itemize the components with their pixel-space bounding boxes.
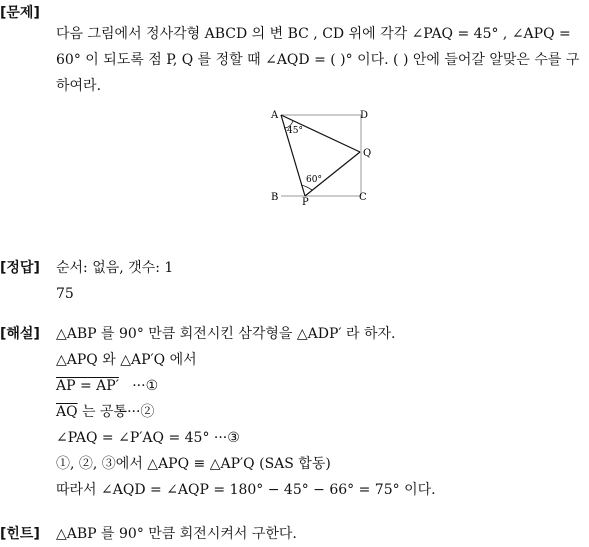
solution-line-2: △APQ 와 △AP′Q 에서 <box>56 352 197 368</box>
hint-tag: [힌트] <box>0 526 40 542</box>
answer-tag: [정답] <box>0 260 40 276</box>
label-D: D <box>360 110 369 121</box>
solution-line-6: ①, ②, ③에서 △APQ ≡ △AP′Q (SAS 합동) <box>56 456 331 472</box>
label-A: A <box>271 110 279 121</box>
answer-value: 75 <box>56 286 74 302</box>
answer-body <box>56 255 585 307</box>
solution-line-3 <box>56 373 585 399</box>
solution-line-4 <box>56 399 585 425</box>
problem-tag: [문제] <box>0 5 40 21</box>
answer-meta: 순서: 없음, 갯수: 1 <box>56 260 174 276</box>
hint-body <box>56 521 585 547</box>
angle-label-45: 45° <box>287 126 303 136</box>
solution-body <box>56 321 585 503</box>
segment-PQ <box>305 152 360 196</box>
solution-line-5: ∠PAQ = ∠P′AQ = 45° ···③ <box>56 430 240 446</box>
solution-tag: [해설] <box>0 326 40 342</box>
mark-1: ···① <box>132 378 159 394</box>
label-Q: Q <box>363 148 372 159</box>
label-P: P <box>302 197 309 205</box>
solution-line-1: △ABP 를 90° 만큼 회전시킨 삼각형을 △ADP′ 라 하자. <box>56 326 396 342</box>
geometry-figure <box>268 107 378 205</box>
hint-text: △ABP 를 90° 만큼 회전시켜서 구한다. <box>56 526 297 542</box>
segment-aq-text: $\overline{AQ}$ <box>56 404 78 420</box>
label-C: C <box>359 192 367 203</box>
problem-text-block <box>56 21 585 99</box>
common-text: 는 공통···② <box>82 404 155 420</box>
problem-text: 다음 그림에서 정사각형 ABCD 의 변 BC , CD 위에 각각 ∠PAQ = 45° , ∠APQ = 60° 이 되도록 점 P, Q 를 정할 때 ∠AQD = ( )° 이다. ( ) 안에 들어갈 알맞은 수를 구하여라. <box>56 26 580 94</box>
angle-label-60: 60° <box>306 175 322 185</box>
label-B: B <box>271 192 279 203</box>
solution-line-7: 따라서 ∠AQD = ∠AQP = 180° − 45° − 66° = 75° 이다. <box>56 482 436 498</box>
equality-ap: AP = AP′ <box>56 378 119 394</box>
